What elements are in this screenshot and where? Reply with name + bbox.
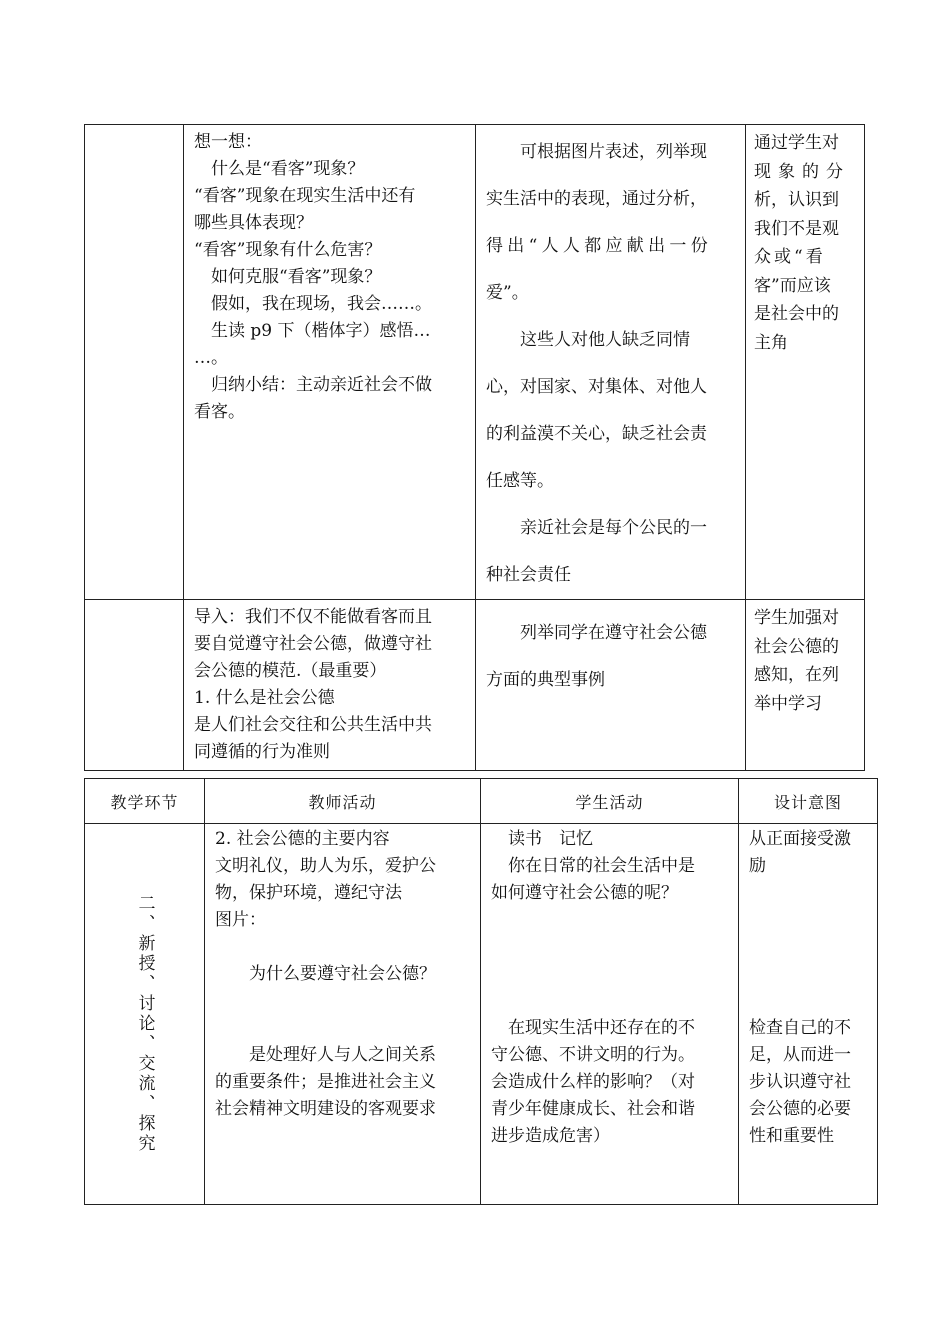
text-line: 爱”。: [486, 283, 529, 303]
table-row: [85, 600, 865, 771]
stage-cell-empty: [85, 125, 184, 600]
text-line: 哪些具体表现？: [194, 213, 313, 233]
text-line: 检查自己的不: [749, 1018, 851, 1038]
text-line: 是处理好人与人之间关系: [249, 1045, 436, 1065]
student-activity-cell: [481, 824, 739, 1205]
text-line: 会造成什么样的影响？（对: [491, 1072, 695, 1092]
text-line: 从正面接受激: [749, 829, 851, 849]
text-line: 得出“人人都应献出一份: [486, 236, 712, 256]
text-line: 生读 p9 下（楷体字）感悟…: [211, 321, 431, 341]
text-line: 的利益漠不关心，缺乏社会责: [486, 424, 707, 444]
text-line: 归纳小结：主动亲近社会不做: [211, 375, 432, 395]
teacher-activity-cell: [184, 125, 476, 600]
text-line: 假如，我在现场，我会……。: [211, 294, 432, 314]
text-line: 是人们社会交往和公共生活中共: [194, 715, 432, 735]
stage-cell: [85, 824, 205, 1205]
text-line: 想一想：: [194, 132, 262, 152]
text-line: 进步造成危害）: [491, 1126, 610, 1146]
text-line: 1. 什么是社会公德: [194, 688, 335, 708]
lesson-plan-table: [84, 778, 878, 1205]
stage-label: 二、新授、讨论、交流、探究: [134, 894, 155, 1154]
text-line: 社会精神文明建设的客观要求: [215, 1099, 436, 1119]
text-line: 同遵循的行为准则: [194, 742, 330, 762]
text-line: 为什么要遵守社会公德？: [249, 964, 436, 984]
text-line: 2. 社会公德的主要内容: [215, 829, 390, 849]
text-line: 社会公德的: [754, 636, 839, 657]
teacher-activity-cell: [205, 824, 481, 1205]
text-line: 守公德、不讲文明的行为。: [491, 1045, 695, 1065]
text-line: 主角: [754, 332, 788, 353]
text-line: 亲近社会是每个公民的一: [520, 518, 707, 538]
student-activity-cell: [476, 125, 746, 600]
text-line: 会公德的必要: [749, 1099, 851, 1119]
text-line: 如何遵守社会公德的呢？: [491, 883, 678, 903]
stage-cell-empty: [85, 600, 184, 771]
text-line: 感知，在列: [754, 665, 839, 685]
text-line: 文明礼仪，助人为乐，爱护公: [215, 856, 436, 876]
text-line: 实生活中的表现，通过分析，: [486, 189, 707, 209]
text-line: 什么是“看客”现象？: [211, 159, 365, 179]
design-intent-cell: [739, 824, 878, 1205]
column-header-student: 学生活动: [481, 779, 739, 824]
design-intent-cell: [746, 600, 865, 771]
lesson-table-continued: [84, 124, 865, 771]
text-line: 你在日常的社会生活中是: [508, 856, 695, 876]
text-line: 物，保护环境，遵纪守法: [215, 883, 402, 903]
text-line: “看客”现象在现实生活中还有: [194, 186, 416, 206]
text-line: 图片：: [215, 910, 266, 930]
text-line: 举中学习: [754, 693, 822, 714]
text-line: …。: [194, 348, 228, 368]
text-line: 学生加强对: [754, 608, 839, 628]
text-line: “看客”现象有什么危害？: [194, 240, 382, 260]
text-line: 现象的分: [754, 161, 850, 182]
text-line: 步认识遵守社: [749, 1072, 851, 1092]
table-row: [85, 824, 878, 1205]
text-line: 析，认识到: [754, 190, 839, 210]
text-line: 众或“看: [754, 247, 826, 267]
text-line: 读书 记忆: [508, 829, 593, 849]
text-line: 看客。: [194, 402, 245, 422]
text-line: 励: [749, 856, 766, 876]
text-line: 会公德的模范.（最重要）: [194, 661, 387, 681]
text-line: 通过学生对: [754, 133, 839, 153]
text-line: 任感等。: [486, 471, 554, 491]
text-line: 心，对国家、对集体、对他人: [486, 377, 707, 397]
text-line: 足，从而进一: [749, 1045, 851, 1065]
text-line: 种社会责任: [486, 565, 571, 585]
text-line: 客”而应该: [754, 275, 831, 296]
text-line: 要自觉遵守社会公德，做遵守社: [194, 634, 432, 654]
table-row: [85, 125, 865, 600]
table-header-row: [85, 779, 878, 824]
teacher-activity-cell: [184, 600, 476, 771]
column-header-teacher: 教师活动: [205, 779, 481, 824]
column-header-stage: 教学环节: [85, 779, 205, 824]
text-line: 列举同学在遵守社会公德: [520, 623, 707, 643]
column-header-intent: 设计意图: [739, 779, 878, 824]
text-line: 如何克服“看客”现象？: [211, 267, 382, 287]
text-line: 的重要条件；是推进社会主义: [215, 1072, 436, 1092]
text-line: 青少年健康成长、社会和谐: [491, 1099, 695, 1119]
text-line: 可根据图片表述，列举现: [520, 142, 707, 162]
text-line: 在现实生活中还存在的不: [508, 1018, 695, 1038]
student-activity-cell: [476, 600, 746, 771]
text-line: 这些人对他人缺乏同情: [520, 330, 690, 350]
text-line: 是社会中的: [754, 304, 839, 324]
design-intent-cell: [746, 125, 865, 600]
text-line: 我们不是观: [754, 218, 839, 239]
text-line: 导入：我们不仅不能做看客而且: [194, 607, 432, 627]
text-line: 方面的典型事例: [486, 670, 605, 690]
text-line: 性和重要性: [749, 1126, 834, 1146]
